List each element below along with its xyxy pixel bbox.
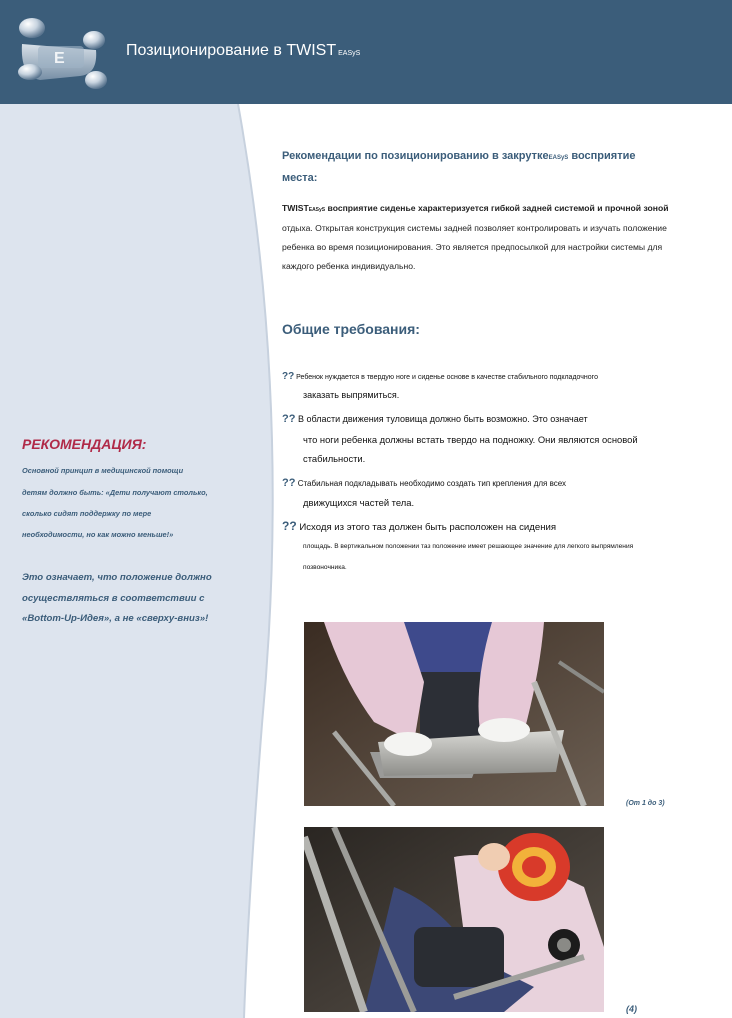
requirement-item: ?? В области движения туловища должно быть возможно. Это означает bbox=[282, 413, 588, 425]
page-title: Позиционирование в TWIST EASyS bbox=[126, 42, 361, 59]
requirement-item: ?? Стабильная подкладывать необходимо создать тип крепления для всех bbox=[282, 477, 567, 489]
meaning-line: Это означает, что положение должно bbox=[22, 572, 212, 583]
intro-line: ребенка во время позиционирования. Это является предпосылкой для настройки системы для bbox=[282, 242, 663, 252]
requirement-continuation: движущихся частей тела. bbox=[303, 497, 415, 508]
requirement-continuation: площадь. В вертикальном положении таз положение имеет решающее значение для легкого выпрямления bbox=[303, 543, 634, 550]
requirement-continuation: заказать выпрямиться. bbox=[303, 390, 400, 400]
principle-line: детям должно быть: «Дети получают столько, bbox=[22, 488, 208, 497]
main-heading: Рекомендации по позиционированию в закруткеEASyS восприятие bbox=[282, 150, 636, 162]
photo-caption: (От 1 до 3) bbox=[626, 800, 665, 807]
requirement-continuation: позвоночника. bbox=[303, 564, 347, 571]
intro-line: каждого ребенка индивидуально. bbox=[282, 261, 416, 271]
requirement-continuation: что ноги ребенка должны встать твердо на подножку. Они являются основой bbox=[303, 434, 638, 445]
intro-line: TWISTEASyS восприятие сиденье характеризуется гибкой задней системой и прочной зоной bbox=[282, 203, 669, 213]
meaning-line: «Bottom-Up-Идея», а не «сверху-вниз»! bbox=[22, 613, 209, 624]
section-title: Общие требования: bbox=[282, 321, 420, 337]
intro-line: отдыха. Открытая конструкция системы задней позволяет контролировать и изучать положение bbox=[282, 223, 667, 233]
requirement-item: ?? Исходя из этого таз должен быть расположен на сидения bbox=[282, 519, 557, 533]
sidebar-panel bbox=[0, 104, 280, 1018]
svg-text:E: E bbox=[54, 50, 65, 67]
photo-caption: (4) bbox=[626, 1004, 637, 1014]
header-bar bbox=[0, 0, 732, 104]
requirement-item: ?? Ребенок нуждается в твердую ноге и сиденье основе в качестве стабильного подкладочного bbox=[282, 371, 598, 382]
footrest-photo bbox=[304, 622, 604, 806]
meaning-line: осуществляться в соответствии с bbox=[22, 593, 205, 604]
principle-line: сколько сидят поддержку по мере bbox=[22, 509, 152, 518]
requirement-continuation: стабильности. bbox=[303, 453, 366, 464]
principle-line: необходимости, но как можно меньше!» bbox=[22, 530, 174, 539]
recommendation-title: РЕКОМЕНДАЦИЯ: bbox=[22, 436, 147, 452]
main-heading-line2: места: bbox=[282, 172, 318, 184]
easys-logo-icon bbox=[10, 6, 110, 96]
seat-toy-photo bbox=[304, 827, 604, 1012]
principle-line: Основной принцип в медицинской помощи bbox=[22, 466, 184, 475]
